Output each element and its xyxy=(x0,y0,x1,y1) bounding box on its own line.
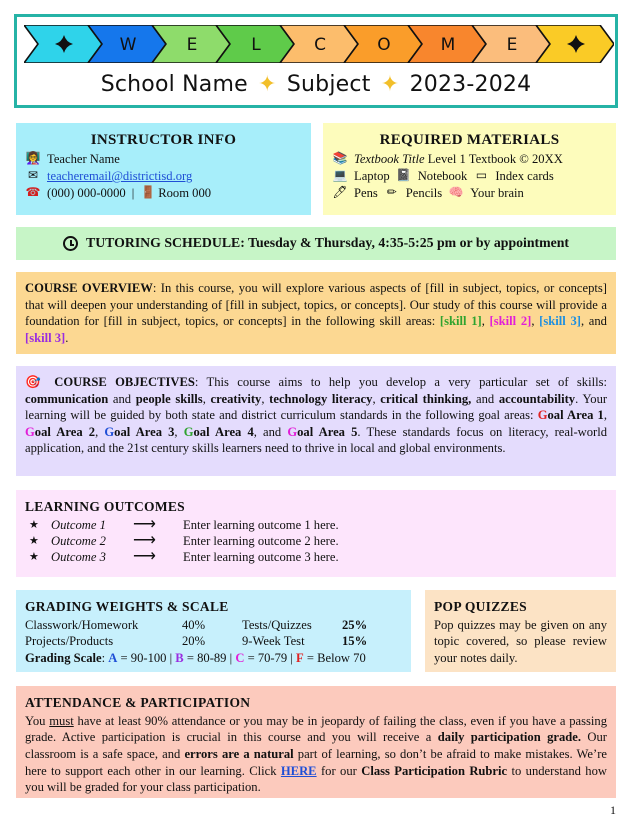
star-icon: ★ xyxy=(29,534,39,547)
attendance-paragraph: You must have at least 90% attendance or you may be in jeopardy of failing the class, even if you have a passing grade. Active participation is crucial in this course and you will receive a daily participation grade. Our classroom is a safe space, and errors are a natural part of learning, so don’t be afraid to make mistakes. We’re here to support each other in our learning. Click HERE for our Class Participation Rubric to understand how you will be graded for your class participation. xyxy=(25,713,608,795)
table-row: Projects/Products 20% 9-Week Test 15% xyxy=(25,634,368,649)
long-arrow-icon: ⟶ xyxy=(133,531,156,549)
pens-label: Pens xyxy=(354,185,378,200)
skill-3: [skill 3] xyxy=(539,314,581,329)
long-arrow-icon: ⟶ xyxy=(133,547,156,565)
sparkle-icon: ✦ xyxy=(380,72,400,97)
banner-letter: O xyxy=(377,35,391,55)
materials-heading: REQUIRED MATERIALS xyxy=(379,132,560,148)
notebook-icon: 📓 xyxy=(396,168,412,183)
notebook-label: Notebook xyxy=(417,168,468,183)
required-materials-box xyxy=(323,123,616,215)
objectives-label: COURSE OBJECTIVES xyxy=(54,375,195,389)
grading-scale: Grading Scale: A = 90-100 | B = 80-89 | C = 70-79 | F = Below 70 xyxy=(25,651,366,666)
books-icon: 📚 xyxy=(332,151,348,166)
textbook-title: Textbook Title xyxy=(354,151,425,166)
list-item: ★ Outcome 2 ⟶ Enter learning outcome 2 here. xyxy=(25,533,607,549)
teacher-icon: 👩‍🏫 xyxy=(25,151,41,166)
star-icon: ★ xyxy=(29,518,39,531)
tutoring-text: TUTORING SCHEDULE: Tuesday & Thursday, 4:35-5:25 pm or by appointment xyxy=(86,235,569,251)
school-name: School Name xyxy=(100,72,248,97)
overview-paragraph: COURSE OVERVIEW: In this course, you will explore various aspects of [fill in subject, topics, or concepts] that will deepen your understanding of [fill in subject, topics, or concepts]. Our study of this course will provide a foundation for [fill in subject, topics, or concepts] in the following skill areas: [skill 1], [skill 2], [skill 3], and [skill 3]. xyxy=(25,281,607,345)
attendance-box xyxy=(16,686,616,798)
banner-letter: W xyxy=(119,35,137,55)
index-card-icon: ▭ xyxy=(475,168,488,183)
list-item: ★ Outcome 1 ⟶ Enter learning outcome 1 here. xyxy=(25,517,607,533)
target-icon: 🎯 xyxy=(25,375,46,389)
laptop-icon: 💻 xyxy=(332,168,348,183)
instructor-info-box xyxy=(16,123,311,215)
skill-3-second: [skill 3] xyxy=(25,330,66,345)
clock-icon xyxy=(63,236,78,251)
banner-letter: C xyxy=(314,35,326,55)
skill-2: [skill 2] xyxy=(489,314,532,329)
school-year: 2023-2024 xyxy=(409,72,532,97)
phone-icon: ☎ xyxy=(25,185,41,200)
pen-icon: 🖊 xyxy=(332,185,348,200)
title-line xyxy=(17,70,615,99)
subject-name: Subject xyxy=(286,72,371,97)
banner-letter: E xyxy=(186,35,198,55)
page-number: 1 xyxy=(610,803,616,817)
course-overview-box xyxy=(16,272,616,354)
learning-outcomes-box xyxy=(16,490,616,577)
attendance-heading: ATTENDANCE & PARTICIPATION xyxy=(25,695,251,710)
list-item: ★ Outcome 3 ⟶ Enter learning outcome 3 here. xyxy=(25,549,607,565)
pop-quizzes-box xyxy=(425,590,616,672)
textbook-detail: Level 1 Textbook © 20XX xyxy=(427,151,563,166)
grading-weights-box xyxy=(16,590,411,672)
door-icon: 🚪 xyxy=(140,185,156,200)
overview-label: COURSE OVERVIEW xyxy=(25,281,153,295)
brain-icon: 🧠 xyxy=(448,185,464,200)
banner-letter: E xyxy=(506,35,518,55)
brain-label: Your brain xyxy=(470,185,524,200)
tutoring-schedule-bar xyxy=(16,227,616,260)
instructor-heading: INSTRUCTOR INFO xyxy=(90,132,237,148)
banner-letter: L xyxy=(251,35,261,55)
grading-table xyxy=(25,617,367,650)
star-icon: ★ xyxy=(29,550,39,563)
pencil-icon: ✏ xyxy=(386,185,397,200)
welcome-header xyxy=(14,14,618,108)
index-cards-label: Index cards xyxy=(495,168,554,183)
long-arrow-icon: ⟶ xyxy=(133,515,156,533)
skill-1: [skill 1] xyxy=(439,314,482,329)
outcomes-heading: LEARNING OUTCOMES xyxy=(25,499,185,514)
grading-heading: GRADING WEIGHTS & SCALE xyxy=(25,599,229,614)
sparkle-icon: ✦ xyxy=(258,72,277,97)
course-objectives-box xyxy=(16,366,616,476)
pencils-label: Pencils xyxy=(405,185,443,200)
email-icon: ✉ xyxy=(27,168,39,183)
rubric-link[interactable]: HERE xyxy=(280,763,317,778)
separator: | xyxy=(131,185,135,200)
table-row: Classwork/Homework 40% Tests/Quizzes 25% xyxy=(25,617,368,632)
objectives-paragraph: 🎯 COURSE OBJECTIVES: This course aims to help you develop a very particular set of skills: communication and people skills, creativity, technology literacy, critical thinking, and accountability. Your learning will be guided by both state and district curriculum standards in the following goal areas: Goal Area 1, Goal Area 2, Goal Area 3, Goal Area 4, and Goal Area 5. These standards focus on literacy, real-world application, and the 21st century skills learners need to thrive in local and global environments. xyxy=(25,375,608,456)
banner-letter: M xyxy=(440,35,456,55)
pop-heading: POP QUIZZES xyxy=(434,599,527,614)
welcome-banner xyxy=(24,25,614,63)
teacher-name: Teacher Name xyxy=(47,151,120,166)
teacher-email-link[interactable]: teacheremail@districtisd.org xyxy=(47,168,193,183)
laptop-label: Laptop xyxy=(354,168,390,183)
pop-text: Pop quizzes may be given on any topic covered, so please review your notes daily. xyxy=(434,617,607,666)
teacher-phone: (000) 000-0000 xyxy=(47,185,126,200)
room-number: Room 000 xyxy=(158,185,212,200)
